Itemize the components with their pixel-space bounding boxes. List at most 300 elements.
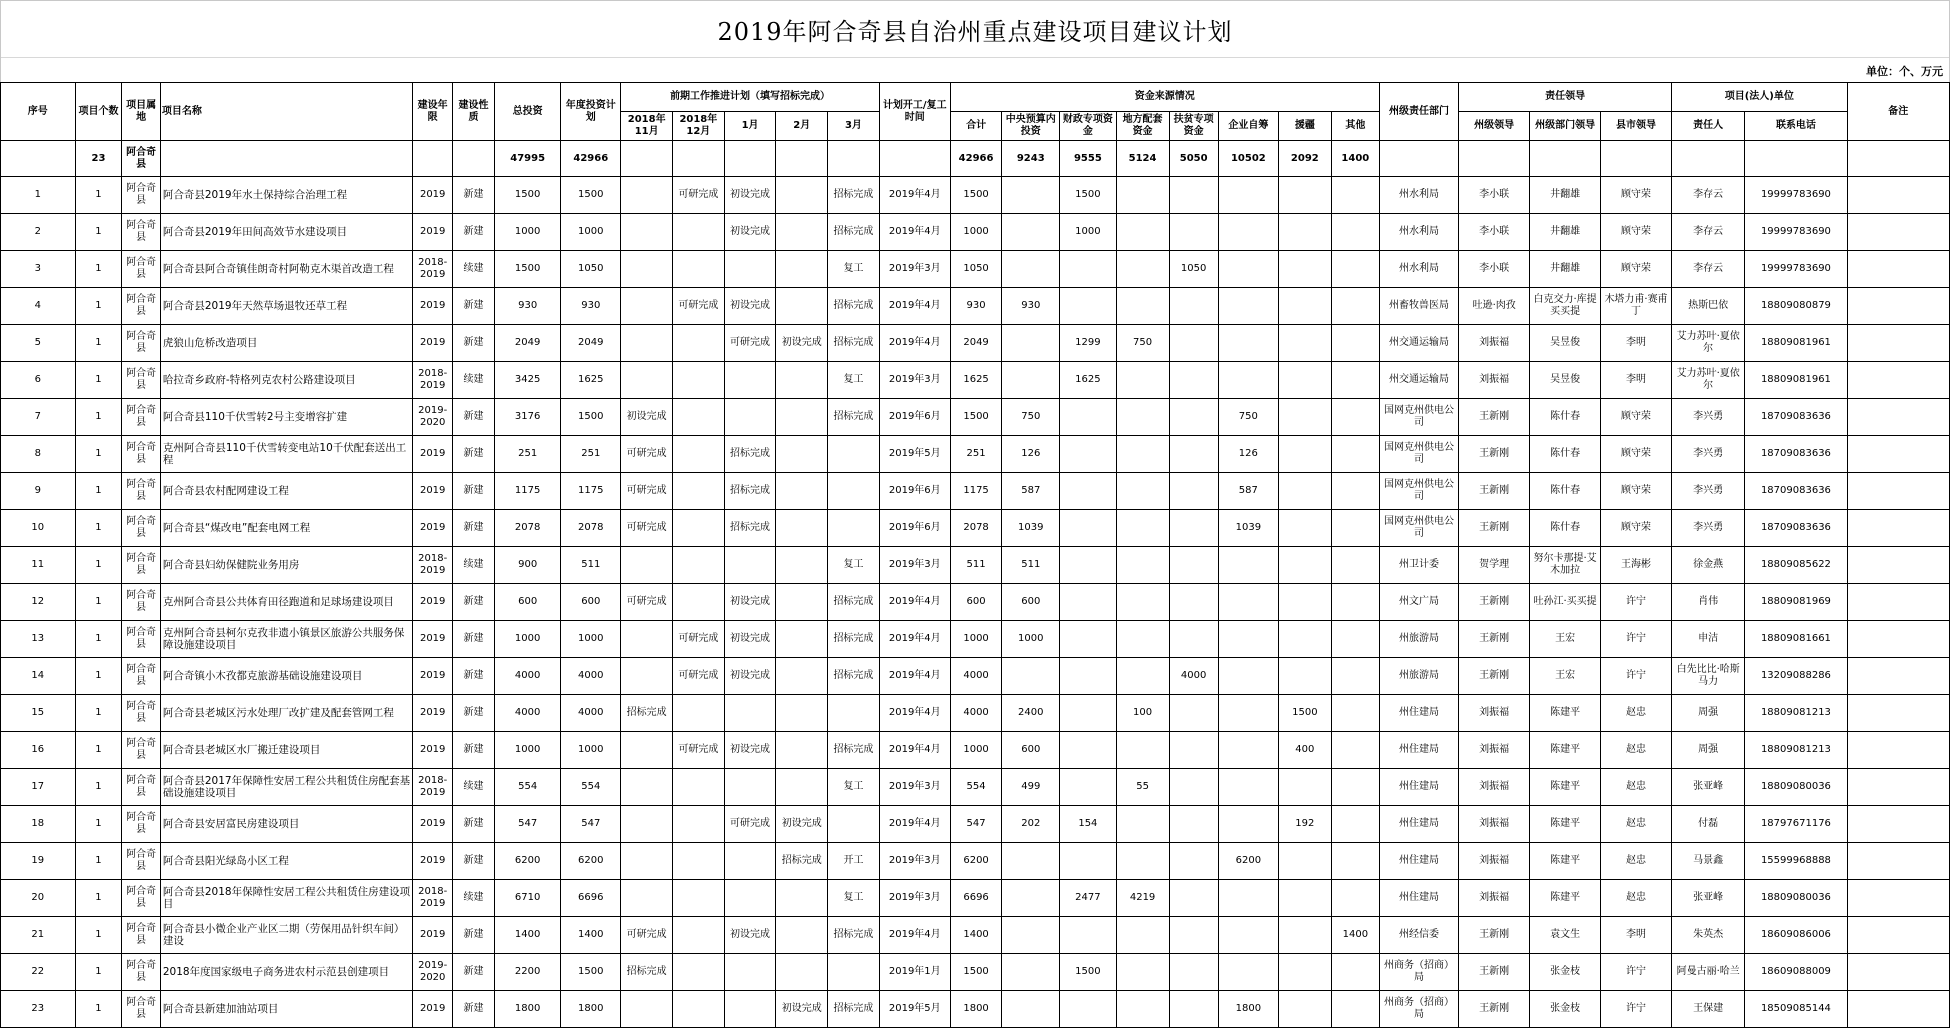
- cell-f-other[interactable]: [1331, 325, 1379, 362]
- cell-dec[interactable]: [673, 991, 725, 1028]
- cell-f-self[interactable]: 1039: [1218, 510, 1278, 547]
- cell-dec[interactable]: [673, 584, 725, 621]
- cell-mar[interactable]: 招标完成: [828, 399, 880, 436]
- cell-f-total[interactable]: 1000: [950, 732, 1002, 769]
- cell-seq[interactable]: 1: [1, 177, 76, 214]
- cell[interactable]: 2092: [1278, 141, 1331, 177]
- cell-nature[interactable]: 新建: [453, 954, 495, 991]
- cell-seq[interactable]: 9: [1, 473, 76, 510]
- cell-f-other[interactable]: [1331, 658, 1379, 695]
- cell-loc[interactable]: 阿合奇县: [122, 954, 160, 991]
- cell-dec[interactable]: [673, 547, 725, 584]
- cell-f-central[interactable]: 600: [1002, 732, 1060, 769]
- cell-f-central[interactable]: 1039: [1002, 510, 1060, 547]
- cell-feb[interactable]: [776, 769, 828, 806]
- cell-name[interactable]: 阿合奇县2018年保障性安居工程公共租赁住房建设项目: [160, 880, 412, 917]
- cell-f-self[interactable]: [1218, 584, 1278, 621]
- cell-f-local[interactable]: [1116, 954, 1169, 991]
- cell-count[interactable]: 1: [75, 177, 122, 214]
- cell-l-county[interactable]: 顾守荣: [1601, 177, 1672, 214]
- cell-f-other[interactable]: [1331, 991, 1379, 1028]
- cell-f-central[interactable]: [1002, 658, 1060, 695]
- cell-start[interactable]: 2019年4月: [879, 288, 950, 325]
- header-l-dept[interactable]: 州级部门领导: [1530, 112, 1601, 141]
- cell-loc[interactable]: 阿合奇县: [122, 325, 160, 362]
- cell-f-poverty[interactable]: [1169, 362, 1218, 399]
- cell-mar[interactable]: 招标完成: [828, 584, 880, 621]
- cell-f-other[interactable]: [1331, 177, 1379, 214]
- cell[interactable]: [160, 141, 412, 177]
- cell-feb[interactable]: [776, 510, 828, 547]
- cell-nature[interactable]: 新建: [453, 917, 495, 954]
- cell[interactable]: [1379, 141, 1458, 177]
- cell-f-total[interactable]: 4000: [950, 695, 1002, 732]
- cell-f-total[interactable]: 554: [950, 769, 1002, 806]
- cell-l-dept[interactable]: 陈建平: [1530, 732, 1601, 769]
- cell-nov[interactable]: 可研完成: [621, 510, 673, 547]
- cell-years[interactable]: 2019: [413, 621, 453, 658]
- cell-f-self[interactable]: [1218, 695, 1278, 732]
- cell-f-local[interactable]: [1116, 621, 1169, 658]
- cell-name[interactable]: 克州阿合奇县公共体育田径跑道和足球场建设项目: [160, 584, 412, 621]
- cell-nature[interactable]: 新建: [453, 806, 495, 843]
- cell-dept[interactable]: 州住建局: [1379, 732, 1458, 769]
- cell-count[interactable]: 1: [75, 732, 122, 769]
- cell-f-fiscal[interactable]: 1625: [1060, 362, 1117, 399]
- cell-f-fiscal[interactable]: [1060, 658, 1117, 695]
- cell[interactable]: [879, 141, 950, 177]
- cell-dec[interactable]: [673, 473, 725, 510]
- cell-loc[interactable]: 阿合奇县: [122, 991, 160, 1028]
- header-annual[interactable]: 年度投资计划: [561, 83, 621, 141]
- cell-mar[interactable]: 复工: [828, 880, 880, 917]
- cell-dept[interactable]: 国网克州供电公司: [1379, 436, 1458, 473]
- cell-f-local[interactable]: [1116, 843, 1169, 880]
- cell-f-fiscal[interactable]: [1060, 547, 1117, 584]
- cell-years[interactable]: 2019: [413, 288, 453, 325]
- cell-l-county[interactable]: 赵忠: [1601, 880, 1672, 917]
- cell-note[interactable]: [1847, 251, 1949, 288]
- cell-f-poverty[interactable]: [1169, 473, 1218, 510]
- cell-f-other[interactable]: [1331, 732, 1379, 769]
- cell-total[interactable]: 1000: [495, 732, 561, 769]
- cell-f-total[interactable]: 1000: [950, 214, 1002, 251]
- cell-f-fiscal[interactable]: [1060, 621, 1117, 658]
- cell-loc[interactable]: 阿合奇县: [122, 288, 160, 325]
- cell-f-central[interactable]: [1002, 251, 1060, 288]
- cell-dept[interactable]: 州水利局: [1379, 177, 1458, 214]
- cell-dept[interactable]: 州住建局: [1379, 695, 1458, 732]
- cell-note[interactable]: [1847, 177, 1949, 214]
- cell-name[interactable]: 阿合奇县安居富民房建设项目: [160, 806, 412, 843]
- cell-f-aid[interactable]: [1278, 251, 1331, 288]
- cell-f-self[interactable]: [1218, 880, 1278, 917]
- cell[interactable]: [453, 141, 495, 177]
- cell-name[interactable]: 克州阿合奇县柯尔克孜非遗小镇景区旅游公共服务保障设施建设项目: [160, 621, 412, 658]
- cell-f-central[interactable]: 930: [1002, 288, 1060, 325]
- cell-dept[interactable]: 州商务（招商）局: [1379, 954, 1458, 991]
- cell-seq[interactable]: 12: [1, 584, 76, 621]
- cell-f-fiscal[interactable]: [1060, 732, 1117, 769]
- cell-l-county[interactable]: 顾守荣: [1601, 436, 1672, 473]
- cell-f-total[interactable]: 1050: [950, 251, 1002, 288]
- cell-count[interactable]: 1: [75, 880, 122, 917]
- cell-f-central[interactable]: [1002, 843, 1060, 880]
- cell-total[interactable]: 4000: [495, 658, 561, 695]
- cell-dec[interactable]: [673, 880, 725, 917]
- cell-f-central[interactable]: [1002, 917, 1060, 954]
- cell-feb[interactable]: [776, 177, 828, 214]
- cell-mar[interactable]: [828, 510, 880, 547]
- cell-phone[interactable]: 18609088009: [1745, 954, 1847, 991]
- cell-f-self[interactable]: [1218, 177, 1278, 214]
- cell-seq[interactable]: 8: [1, 436, 76, 473]
- cell-annual[interactable]: 1000: [561, 621, 621, 658]
- cell-l-county[interactable]: 王海彬: [1601, 547, 1672, 584]
- cell-total[interactable]: 1000: [495, 214, 561, 251]
- cell-seq[interactable]: 2: [1, 214, 76, 251]
- cell[interactable]: [776, 141, 828, 177]
- cell-person[interactable]: 徐金燕: [1672, 547, 1745, 584]
- cell-start[interactable]: 2019年3月: [879, 880, 950, 917]
- cell-f-aid[interactable]: 192: [1278, 806, 1331, 843]
- cell-f-poverty[interactable]: [1169, 510, 1218, 547]
- cell-f-central[interactable]: 587: [1002, 473, 1060, 510]
- cell-f-central[interactable]: 600: [1002, 584, 1060, 621]
- cell-nature[interactable]: 新建: [453, 621, 495, 658]
- header-pw-jan[interactable]: 1月: [724, 112, 776, 141]
- cell-f-aid[interactable]: [1278, 436, 1331, 473]
- header-funding[interactable]: 资金来源情况: [950, 83, 1379, 112]
- cell-f-aid[interactable]: [1278, 584, 1331, 621]
- cell-jan[interactable]: [724, 843, 776, 880]
- cell-jan[interactable]: [724, 547, 776, 584]
- cell-note[interactable]: [1847, 436, 1949, 473]
- cell-f-local[interactable]: [1116, 732, 1169, 769]
- cell-nov[interactable]: 招标完成: [621, 954, 673, 991]
- header-u-phone[interactable]: 联系电话: [1745, 112, 1847, 141]
- header-count[interactable]: 项目个数: [75, 83, 122, 141]
- cell-f-central[interactable]: [1002, 214, 1060, 251]
- cell-loc[interactable]: 阿合奇县: [122, 177, 160, 214]
- cell-loc[interactable]: 阿合奇县: [122, 732, 160, 769]
- cell-f-local[interactable]: 100: [1116, 695, 1169, 732]
- cell[interactable]: [1745, 141, 1847, 177]
- header-total[interactable]: 总投资: [495, 83, 561, 141]
- cell-l-dept[interactable]: 王宏: [1530, 658, 1601, 695]
- cell-dept[interactable]: 州水利局: [1379, 251, 1458, 288]
- cell-feb[interactable]: [776, 621, 828, 658]
- cell-nature[interactable]: 新建: [453, 510, 495, 547]
- cell-annual[interactable]: 1050: [561, 251, 621, 288]
- cell-person[interactable]: 艾力苏叶·夏依尔: [1672, 325, 1745, 362]
- cell[interactable]: 10502: [1218, 141, 1278, 177]
- cell-seq[interactable]: 15: [1, 695, 76, 732]
- cell-l-state[interactable]: 刘振福: [1459, 325, 1530, 362]
- cell-annual[interactable]: 4000: [561, 658, 621, 695]
- cell-total[interactable]: 2078: [495, 510, 561, 547]
- cell-f-poverty[interactable]: [1169, 991, 1218, 1028]
- cell-f-other[interactable]: [1331, 362, 1379, 399]
- cell-f-total[interactable]: 930: [950, 288, 1002, 325]
- cell-dec[interactable]: [673, 769, 725, 806]
- cell-l-dept[interactable]: 陈什春: [1530, 399, 1601, 436]
- cell-l-county[interactable]: 顾守荣: [1601, 214, 1672, 251]
- cell-phone[interactable]: 18709083636: [1745, 510, 1847, 547]
- cell-name[interactable]: 阿合奇县阿合奇镇佳朗奇村阿勒克木渠首改造工程: [160, 251, 412, 288]
- cell-nov[interactable]: 可研完成: [621, 436, 673, 473]
- cell-f-fiscal[interactable]: [1060, 251, 1117, 288]
- cell-count[interactable]: 1: [75, 806, 122, 843]
- cell-f-self[interactable]: [1218, 214, 1278, 251]
- cell-person[interactable]: 申洁: [1672, 621, 1745, 658]
- cell-f-poverty[interactable]: [1169, 843, 1218, 880]
- cell[interactable]: 1400: [1331, 141, 1379, 177]
- cell-f-central[interactable]: [1002, 177, 1060, 214]
- cell-l-state[interactable]: 王新刚: [1459, 510, 1530, 547]
- header-l-county[interactable]: 县市领导: [1601, 112, 1672, 141]
- cell-f-central[interactable]: 2400: [1002, 695, 1060, 732]
- cell[interactable]: 9555: [1060, 141, 1117, 177]
- cell-mar[interactable]: [828, 473, 880, 510]
- cell-f-other[interactable]: [1331, 473, 1379, 510]
- cell-f-fiscal[interactable]: 1299: [1060, 325, 1117, 362]
- cell-f-total[interactable]: 4000: [950, 658, 1002, 695]
- cell-phone[interactable]: 18809081961: [1745, 325, 1847, 362]
- cell-person[interactable]: 张亚峰: [1672, 769, 1745, 806]
- cell-total[interactable]: 1175: [495, 473, 561, 510]
- cell-phone[interactable]: 18609086006: [1745, 917, 1847, 954]
- cell-phone[interactable]: 18809081969: [1745, 584, 1847, 621]
- cell-l-state[interactable]: 李小联: [1459, 214, 1530, 251]
- cell-nov[interactable]: [621, 769, 673, 806]
- cell-f-aid[interactable]: 400: [1278, 732, 1331, 769]
- cell-nov[interactable]: 可研完成: [621, 473, 673, 510]
- cell-person[interactable]: 周强: [1672, 695, 1745, 732]
- cell-f-total[interactable]: 1800: [950, 991, 1002, 1028]
- cell[interactable]: [828, 141, 880, 177]
- cell-person[interactable]: 阿曼古丽·哈兰: [1672, 954, 1745, 991]
- cell-loc[interactable]: 阿合奇县: [122, 769, 160, 806]
- cell-count[interactable]: 1: [75, 362, 122, 399]
- cell-feb[interactable]: [776, 251, 828, 288]
- cell-l-county[interactable]: 许宁: [1601, 991, 1672, 1028]
- cell-feb[interactable]: [776, 954, 828, 991]
- cell-l-dept[interactable]: 陈什春: [1530, 436, 1601, 473]
- cell-years[interactable]: 2019: [413, 843, 453, 880]
- cell-f-fiscal[interactable]: 1000: [1060, 214, 1117, 251]
- cell-note[interactable]: [1847, 547, 1949, 584]
- cell-f-self[interactable]: [1218, 806, 1278, 843]
- cell-seq[interactable]: 14: [1, 658, 76, 695]
- cell-feb[interactable]: [776, 547, 828, 584]
- cell-jan[interactable]: 初设完成: [724, 584, 776, 621]
- cell-name[interactable]: 阿合奇县农村配网建设工程: [160, 473, 412, 510]
- cell-f-other[interactable]: [1331, 695, 1379, 732]
- cell-f-poverty[interactable]: [1169, 547, 1218, 584]
- cell-f-total[interactable]: 1625: [950, 362, 1002, 399]
- cell-name[interactable]: 阿合奇县妇幼保健院业务用房: [160, 547, 412, 584]
- cell-dec[interactable]: 可研完成: [673, 732, 725, 769]
- cell-note[interactable]: [1847, 473, 1949, 510]
- cell-loc[interactable]: 阿合奇县: [122, 362, 160, 399]
- cell-person[interactable]: 热斯巴依: [1672, 288, 1745, 325]
- cell-f-aid[interactable]: [1278, 917, 1331, 954]
- cell-l-county[interactable]: 赵忠: [1601, 843, 1672, 880]
- cell-jan[interactable]: [724, 880, 776, 917]
- cell-l-state[interactable]: 王新刚: [1459, 399, 1530, 436]
- cell-l-state[interactable]: 王新刚: [1459, 473, 1530, 510]
- cell-l-state[interactable]: 李小联: [1459, 177, 1530, 214]
- cell-total[interactable]: 6710: [495, 880, 561, 917]
- cell-name[interactable]: 阿合奇县2019年天然草场退牧还草工程: [160, 288, 412, 325]
- cell-name[interactable]: 阿合奇县新建加油站项目: [160, 991, 412, 1028]
- cell-nature[interactable]: 新建: [453, 399, 495, 436]
- cell-name[interactable]: 阿合奇镇小木孜都克旅游基础设施建设项目: [160, 658, 412, 695]
- cell-total[interactable]: 3176: [495, 399, 561, 436]
- cell-l-state[interactable]: 王新刚: [1459, 991, 1530, 1028]
- cell-dept[interactable]: 州文广局: [1379, 584, 1458, 621]
- cell-seq[interactable]: 20: [1, 880, 76, 917]
- cell-f-local[interactable]: [1116, 917, 1169, 954]
- header-pw-nov[interactable]: 2018年11月: [621, 112, 673, 141]
- cell-years[interactable]: 2019: [413, 325, 453, 362]
- cell-f-other[interactable]: [1331, 769, 1379, 806]
- cell-jan[interactable]: 招标完成: [724, 510, 776, 547]
- cell-f-self[interactable]: 750: [1218, 399, 1278, 436]
- cell-note[interactable]: [1847, 325, 1949, 362]
- cell-l-state[interactable]: 刘振福: [1459, 843, 1530, 880]
- cell-count[interactable]: 1: [75, 547, 122, 584]
- cell-jan[interactable]: [724, 695, 776, 732]
- cell-f-local[interactable]: [1116, 991, 1169, 1028]
- cell-feb[interactable]: [776, 214, 828, 251]
- cell-annual[interactable]: 511: [561, 547, 621, 584]
- cell-f-central[interactable]: [1002, 991, 1060, 1028]
- cell-dec[interactable]: 可研完成: [673, 288, 725, 325]
- cell-phone[interactable]: 15599968888: [1745, 843, 1847, 880]
- cell-mar[interactable]: [828, 806, 880, 843]
- cell-nature[interactable]: 新建: [453, 658, 495, 695]
- cell-name[interactable]: 阿合奇县老城区污水处理厂改扩建及配套管网工程: [160, 695, 412, 732]
- cell-person[interactable]: 李兴勇: [1672, 399, 1745, 436]
- cell-years[interactable]: 2019: [413, 436, 453, 473]
- cell-f-total[interactable]: 1500: [950, 954, 1002, 991]
- header-note[interactable]: 备注: [1847, 83, 1949, 141]
- cell-nov[interactable]: 招标完成: [621, 695, 673, 732]
- cell-f-poverty[interactable]: [1169, 584, 1218, 621]
- cell-nature[interactable]: 新建: [453, 991, 495, 1028]
- cell-f-local[interactable]: [1116, 806, 1169, 843]
- cell-l-county[interactable]: 木塔力甫·赛甫丁: [1601, 288, 1672, 325]
- cell-phone[interactable]: 18809081213: [1745, 732, 1847, 769]
- cell-f-aid[interactable]: [1278, 769, 1331, 806]
- cell-years[interactable]: 2018-2019: [413, 251, 453, 288]
- cell-dept[interactable]: 州住建局: [1379, 806, 1458, 843]
- cell-l-dept[interactable]: 陈什春: [1530, 510, 1601, 547]
- cell-f-fiscal[interactable]: [1060, 399, 1117, 436]
- cell-f-poverty[interactable]: [1169, 325, 1218, 362]
- cell-seq[interactable]: 11: [1, 547, 76, 584]
- header-unit[interactable]: 项目(法人)单位: [1672, 83, 1848, 112]
- cell-nature[interactable]: 续建: [453, 251, 495, 288]
- cell-f-fiscal[interactable]: [1060, 843, 1117, 880]
- cell-annual[interactable]: 6200: [561, 843, 621, 880]
- cell-f-poverty[interactable]: [1169, 621, 1218, 658]
- cell-nov[interactable]: [621, 251, 673, 288]
- cell-count[interactable]: 1: [75, 399, 122, 436]
- cell-f-fiscal[interactable]: 2477: [1060, 880, 1117, 917]
- cell-nature[interactable]: 新建: [453, 584, 495, 621]
- cell-f-total[interactable]: 547: [950, 806, 1002, 843]
- cell-phone[interactable]: 13209088286: [1745, 658, 1847, 695]
- cell-f-total[interactable]: 2078: [950, 510, 1002, 547]
- cell-seq[interactable]: 17: [1, 769, 76, 806]
- cell-phone[interactable]: 18809085622: [1745, 547, 1847, 584]
- cell-l-state[interactable]: 刘振福: [1459, 362, 1530, 399]
- cell-dept[interactable]: 州住建局: [1379, 880, 1458, 917]
- cell-f-total[interactable]: 6200: [950, 843, 1002, 880]
- cell-person[interactable]: 李兴勇: [1672, 510, 1745, 547]
- cell-note[interactable]: [1847, 658, 1949, 695]
- cell-seq[interactable]: 23: [1, 991, 76, 1028]
- cell-years[interactable]: 2018-2019: [413, 769, 453, 806]
- cell-dept[interactable]: 州畜牧兽医局: [1379, 288, 1458, 325]
- header-leaders[interactable]: 责任领导: [1459, 83, 1672, 112]
- cell-l-dept[interactable]: 袁文生: [1530, 917, 1601, 954]
- cell-note[interactable]: [1847, 288, 1949, 325]
- cell-mar[interactable]: 招标完成: [828, 732, 880, 769]
- cell-f-other[interactable]: [1331, 621, 1379, 658]
- cell-dept[interactable]: 国网克州供电公司: [1379, 473, 1458, 510]
- cell-annual[interactable]: 600: [561, 584, 621, 621]
- cell-f-self[interactable]: 126: [1218, 436, 1278, 473]
- cell-mar[interactable]: 复工: [828, 547, 880, 584]
- cell-nov[interactable]: [621, 547, 673, 584]
- cell-f-other[interactable]: [1331, 806, 1379, 843]
- cell[interactable]: 42966: [561, 141, 621, 177]
- cell-nov[interactable]: [621, 621, 673, 658]
- cell-total[interactable]: 251: [495, 436, 561, 473]
- cell-seq[interactable]: 18: [1, 806, 76, 843]
- cell-nature[interactable]: 新建: [453, 325, 495, 362]
- cell-dec[interactable]: 可研完成: [673, 621, 725, 658]
- cell-f-local[interactable]: [1116, 436, 1169, 473]
- cell-years[interactable]: 2019: [413, 991, 453, 1028]
- cell-start[interactable]: 2019年4月: [879, 584, 950, 621]
- cell-f-aid[interactable]: [1278, 621, 1331, 658]
- cell-jan[interactable]: 初设完成: [724, 621, 776, 658]
- cell-f-aid[interactable]: [1278, 362, 1331, 399]
- cell-l-county[interactable]: 顾守荣: [1601, 399, 1672, 436]
- cell-start[interactable]: 2019年6月: [879, 399, 950, 436]
- cell-annual[interactable]: 1175: [561, 473, 621, 510]
- cell-nov[interactable]: [621, 214, 673, 251]
- cell-loc[interactable]: 阿合奇县: [122, 917, 160, 954]
- cell-f-poverty[interactable]: [1169, 769, 1218, 806]
- cell-years[interactable]: 2019: [413, 695, 453, 732]
- cell-dept[interactable]: 州经信委: [1379, 917, 1458, 954]
- cell-f-self[interactable]: [1218, 954, 1278, 991]
- cell-loc[interactable]: 阿合奇县: [122, 436, 160, 473]
- cell-count[interactable]: 1: [75, 473, 122, 510]
- cell-f-fiscal[interactable]: [1060, 473, 1117, 510]
- cell-total[interactable]: 1000: [495, 621, 561, 658]
- cell-annual[interactable]: 1500: [561, 954, 621, 991]
- cell[interactable]: [673, 141, 725, 177]
- cell-total[interactable]: 1400: [495, 917, 561, 954]
- cell-name[interactable]: 虎狼山危桥改造项目: [160, 325, 412, 362]
